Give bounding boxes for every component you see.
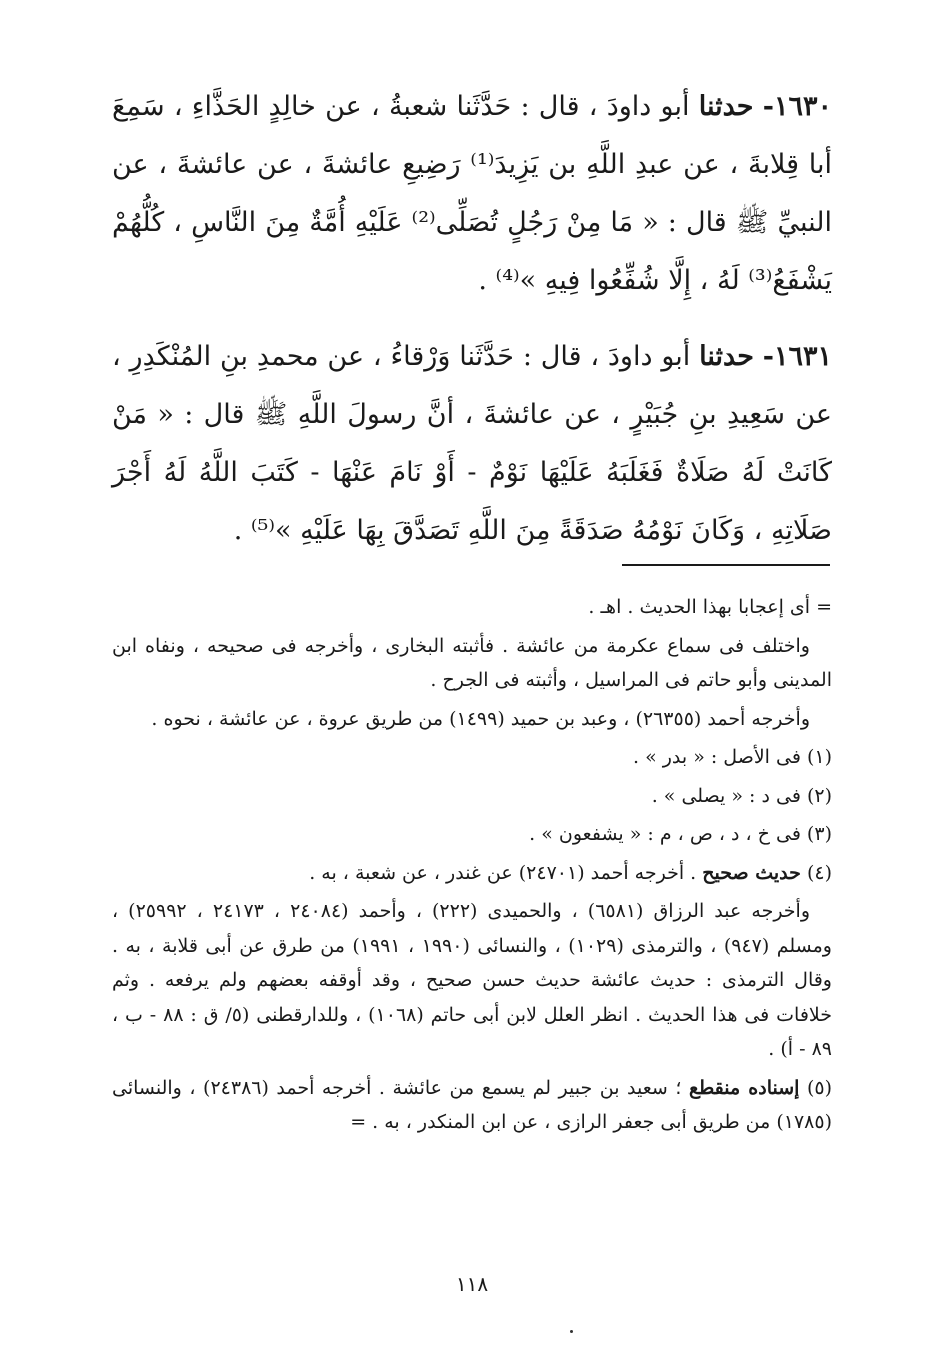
hadith-lead: حدثنا [699,341,754,372]
page-number: ١١٨ [455,1272,489,1296]
hadith-number: ١٦٣٠- [762,91,832,122]
grading-label: إسناده منقطع [688,1076,800,1099]
footnote-3: (٣) فى خ ، د ، ص ، م : « يشفعون » . [529,823,832,845]
footnotes [112,590,832,1144]
footnote-marker: (٥) [799,1076,833,1099]
footnote-paragraph: واختلف فى سماع عكرمة من عائشة . فأثبته البخارى ، وأخرجه فى صحيحه ، ونفاه ابن المدينى وأبو حاتم فى المراسيل ، وأثبته فى الجرح . [112,634,832,691]
footnote-5 [112,1071,832,1140]
footnote-1: (١) فى الأصل : « بدر » . [632,746,832,768]
footnote-paragraph: وأخرجه عبد الرزاق (٦٥٨١) ، والحميدى (٢٢٢) ، وأحمد (٢٤٠٨٤ ، ٢٤١٧٣ ، ٢٥٩٩٢) ، ومسلم (٩٤٧) ، والترمذى (١٠٢٩) ، والنسائى (١٩٩٠ ، ١٩٩١) من طرق عن أبى قلابة ، به . وقال الترمذى : حديث عائشة حديث حسن صحيح ، وقد أوقفه بعضهم ولم يرفعه . وثم خلافات فى هذا الحديث . انظر العلل لابن أبى حاتم (١٠٦٨) ، وللدارقطنى (٥/ ق : ٨٨ - ب ، ٨٩ - أ) . [112,900,832,1060]
footnote-divider [622,564,830,566]
footnote-continuation: = أى إعجابا بهذا الحديث . اهـ . [588,596,832,618]
footnote-paragraph: وأخرجه أحمد (٢٦٣٥٥) ، وعبد بن حميد (١٤٩٩) من طريق عروة ، عن عائشة ، نحوه . [151,707,810,730]
hadith-1630 [112,78,832,310]
footnote-text: ؛ سعيد بن جبير لم يسمع من عائشة . أخرجه أحمد (٢٤٣٨٦) ، والنسائى (١٧٨٥) من طريق أبى جعفر الرازى ، عن ابن المنكدر ، به . = [112,1076,832,1133]
scan-speck [570,1330,573,1333]
hadith-1631 [112,328,832,560]
hadith-number: ١٦٣١- [762,341,832,372]
grading-label: حديث صحيح [702,861,801,884]
main-text [112,78,832,578]
footnote-marker: (٤) [800,861,832,884]
footnote-4 [112,856,832,891]
hadith-text: أبو داودَ ، قال : حَدَّثَنا شعبةُ ، عن خالِدٍ الحَذَّاءِ ، سَمِعَ أبا قِلابةَ ، عن عبدِ اللَّهِ بن يَزِيدَ⁽¹⁾ رَضِيعِ عائشةَ ، عن عائشةَ ، عن النبيِّ ﷺ قال : « مَا مِنْ رَجُلٍ تُصَلِّى⁽²⁾ عَلَيْهِ أُمَّةٌ مِنَ النَّاسِ ، كُلُّهُمْ يَشْفَعُ⁽³⁾ لَهُ ، إِلَّا شُفِّعُوا فِيهِ »⁽⁴⁾ . [112,91,832,296]
hadith-text: أبو داودَ ، قال : حَدَّثَنا وَرْقاءُ ، عن محمدِ بنِ المُنْكَدِرِ ، عن سَعِيدِ بنِ جُبَيْرٍ ، عن عائشةَ ، أنَّ رسولَ اللَّهِ ﷺ قال : « مَنْ كَانَتْ لَهُ صَلَاةٌ فَغَلَبَهُ عَلَيْهَا نَوْمٌ - أَوْ نَامَ عَنْهَا - كَتَبَ اللَّهُ لَهُ أَجْرَ صَلَاتِهِ ، وَكَانَ نَوْمُهُ صَدَقَةً مِنَ اللَّهِ تَصَدَّقَ بِهَا عَلَيْهِ »⁽⁵⁾ . [112,341,832,546]
footnote-text: . أخرجه أحمد (٢٤٧٠١) عن غندر ، عن شعبة ، به . [309,861,703,884]
footnote-2: (٢) فى د : « يصلى » . [651,784,832,807]
hadith-lead: حدثنا [698,91,754,122]
